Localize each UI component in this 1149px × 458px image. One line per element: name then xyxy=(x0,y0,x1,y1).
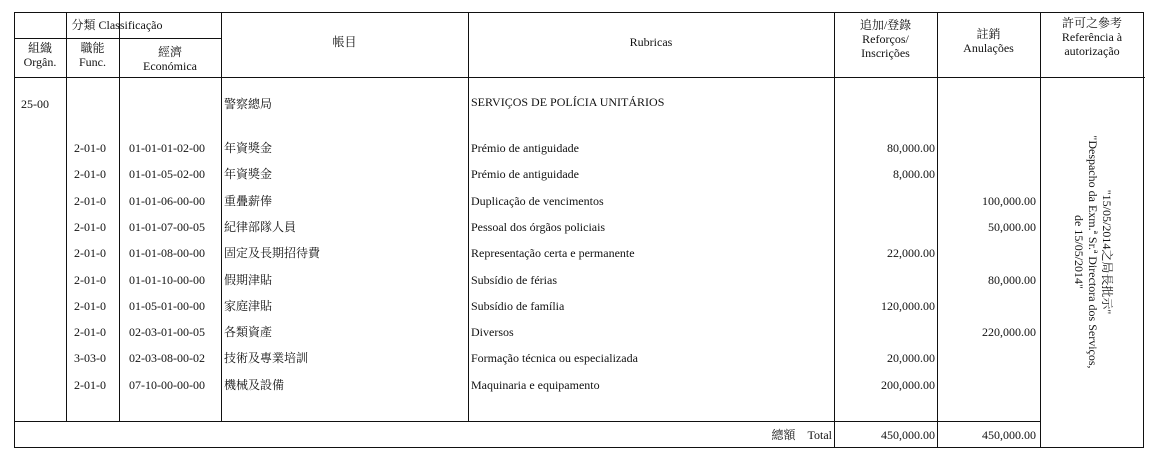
header-organ-pt: Orgân. xyxy=(23,55,57,69)
row-cancel: 220,000.00 xyxy=(982,325,1036,339)
row-reinforce: 120,000.00 xyxy=(881,299,935,313)
col-line xyxy=(119,13,120,421)
col-line xyxy=(1040,13,1041,447)
header-func-pt: Func. xyxy=(79,55,106,69)
row-rubric-zh: 紀律部隊人員 xyxy=(224,220,297,234)
row-func: 2-01-0 xyxy=(74,378,106,392)
header-ref-zh: 許可之參考 xyxy=(1061,16,1122,30)
row-cancel: 50,000.00 xyxy=(988,220,1036,234)
row-line xyxy=(15,38,221,39)
row-reinforce: 8,000.00 xyxy=(893,167,935,181)
row-rubric-zh: 假期津貼 xyxy=(224,273,273,287)
header-classification: 分類 Classificação xyxy=(71,18,163,32)
row-func: 2-01-0 xyxy=(74,141,106,155)
row-rubric-pt: Pessoal dos órgãos policiais xyxy=(471,220,606,234)
row-rubric-pt: Maquinaria e equipamento xyxy=(471,378,600,392)
header-func-zh: 職能 xyxy=(80,41,105,55)
row-rubric-pt: Subsídio de família xyxy=(471,299,565,313)
header-econ-zh: 經濟 xyxy=(157,45,182,59)
row-econ: 01-01-10-00-00 xyxy=(129,273,205,287)
row-func: 2-01-0 xyxy=(74,299,106,313)
header-ref-pt1: Referência à xyxy=(1061,30,1123,44)
header-reinforce-pt1: Reforços/ xyxy=(862,32,909,46)
authorization-line: "Despacho da Exm.ª Sr.ª Directora dos Serviços, xyxy=(1086,135,1100,369)
row-rubric-zh: 重疊薪俸 xyxy=(224,194,273,208)
header-ref xyxy=(1040,16,1144,58)
col-line xyxy=(221,13,222,421)
row-rubric-zh: 機械及設備 xyxy=(224,378,285,392)
row-econ: 01-01-07-00-05 xyxy=(129,220,205,234)
header-cancel-pt: Anulações xyxy=(963,41,1014,55)
section-title-pt: SERVIÇOS DE POLÍCIA UNITÁRIOS xyxy=(471,95,665,109)
row-rubric-pt: Formação técnica ou especializada xyxy=(471,351,638,365)
row-cancel: 80,000.00 xyxy=(988,273,1036,287)
row-rubric-zh: 家庭津貼 xyxy=(224,299,273,313)
header-organ xyxy=(14,41,66,69)
row-econ: 07-10-00-00-00 xyxy=(129,378,205,392)
row-func: 2-01-0 xyxy=(74,194,106,208)
row-rubric-pt: Subsídio de férias xyxy=(471,273,557,287)
row-econ: 01-01-01-02-00 xyxy=(129,141,205,155)
section-organ: 25-00 xyxy=(21,97,49,111)
row-reinforce: 200,000.00 xyxy=(881,378,935,392)
header-reinforce-pt2: Inscrições xyxy=(861,46,910,60)
header-cancel xyxy=(937,27,1040,55)
row-reinforce: 22,000.00 xyxy=(887,246,935,260)
row-econ: 01-01-05-02-00 xyxy=(129,167,205,181)
row-econ: 01-01-08-00-00 xyxy=(129,246,205,260)
authorization-line: de 15/05/2014" xyxy=(1072,215,1086,289)
section-title-zh: 警察總局 xyxy=(224,97,273,111)
total-cancel: 450,000.00 xyxy=(982,428,1036,442)
header-rubric-pt: Rubricas xyxy=(629,35,673,49)
row-func: 3-03-0 xyxy=(74,351,106,365)
row-econ: 02-03-08-00-02 xyxy=(129,351,205,365)
row-line xyxy=(15,421,1040,422)
header-cancel-zh: 註銷 xyxy=(976,27,1001,41)
row-func: 2-01-0 xyxy=(74,220,106,234)
row-func: 2-01-0 xyxy=(74,167,106,181)
row-rubric-zh: 各類資產 xyxy=(224,325,273,339)
row-line xyxy=(15,77,1145,78)
header-reinforce-zh: 追加/登錄 xyxy=(859,18,912,32)
row-reinforce: 20,000.00 xyxy=(887,351,935,365)
row-econ: 01-05-01-00-00 xyxy=(129,299,205,313)
row-func: 2-01-0 xyxy=(74,325,106,339)
row-econ: 01-01-06-00-00 xyxy=(129,194,205,208)
row-rubric-zh: 固定及長期招待費 xyxy=(224,246,321,260)
row-rubric-zh: 年資獎金 xyxy=(224,167,273,181)
total-label: 總額 Total xyxy=(771,428,832,442)
row-rubric-pt: Prémio de antiguidade xyxy=(471,141,579,155)
row-func: 2-01-0 xyxy=(74,246,106,260)
header-rubric-zh: 帳目 xyxy=(332,35,357,49)
row-cancel: 100,000.00 xyxy=(982,194,1036,208)
header-reinforce xyxy=(834,18,937,60)
header-econ-pt: Económica xyxy=(143,59,197,73)
col-line xyxy=(66,13,67,421)
row-rubric-pt: Representação certa e permanente xyxy=(471,246,635,260)
header-ref-pt2: autorização xyxy=(1064,44,1120,58)
header-organ-zh: 組織 xyxy=(27,41,52,55)
header-func xyxy=(66,41,119,69)
authorization-line: "15/05/2014之局長批示" xyxy=(1100,189,1114,315)
row-rubric-pt: Diversos xyxy=(471,325,514,339)
row-func: 2-01-0 xyxy=(74,273,106,287)
row-econ: 02-03-01-00-05 xyxy=(129,325,205,339)
authorization-note xyxy=(1063,122,1123,382)
row-rubric-zh: 技術及專業培訓 xyxy=(224,351,309,365)
header-econ xyxy=(119,45,221,73)
row-reinforce: 80,000.00 xyxy=(887,141,935,155)
row-rubric-pt: Prémio de antiguidade xyxy=(471,167,579,181)
row-rubric-pt: Duplicação de vencimentos xyxy=(471,194,604,208)
total-reinforce: 450,000.00 xyxy=(881,428,935,442)
col-line xyxy=(468,13,469,421)
row-rubric-zh: 年資獎金 xyxy=(224,141,273,155)
